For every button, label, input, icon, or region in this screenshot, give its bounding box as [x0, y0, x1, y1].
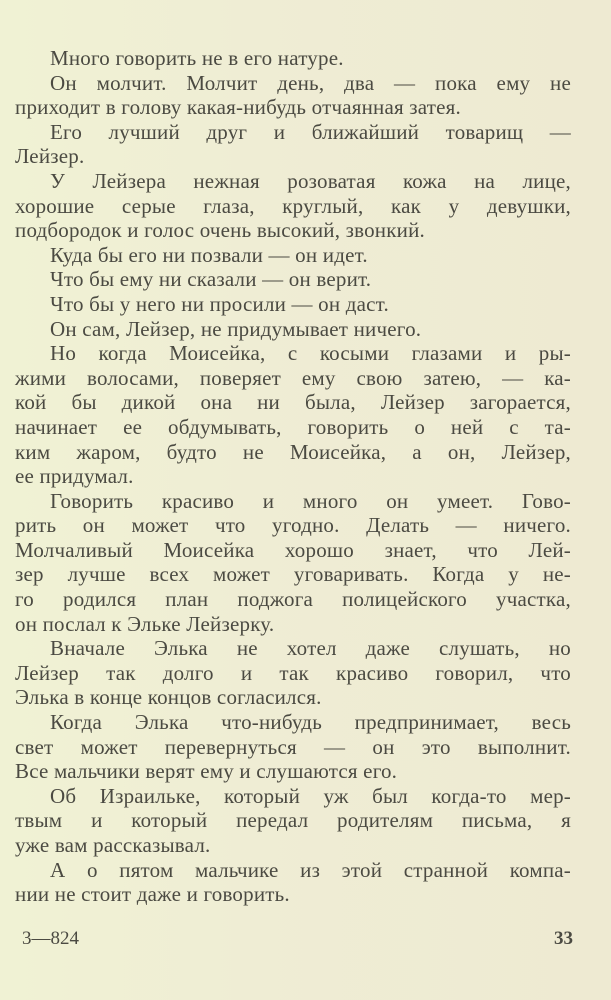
paragraph: [15, 341, 571, 489]
paragraph: [15, 46, 571, 71]
text-line: уже вам рассказывал.: [15, 833, 211, 857]
paragraph: [15, 784, 571, 858]
text-line: Лейзер так долго и так красиво говорил, что: [15, 660, 571, 685]
text-line: кой бы дикой она ни была, Лейзер загорается,: [15, 390, 571, 415]
paragraph: [15, 120, 571, 169]
text-line: Но когда Моисейка, с косыми глазами и ры-: [50, 341, 571, 366]
paragraph: [15, 858, 571, 907]
printer-signature: 3—824: [22, 928, 79, 949]
paragraph: [15, 267, 571, 292]
paragraph: [15, 710, 571, 784]
paragraph: [15, 243, 571, 268]
text-line: жими волосами, поверяет ему свою затею, — ка-: [15, 365, 571, 390]
text-line: Все мальчики верят ему и слушаются его.: [15, 759, 398, 784]
text-line: хорошие серые глаза, круглый, как у девушки,: [15, 193, 571, 218]
paragraph: [15, 317, 571, 342]
text-line: он послал к Эльке Лейзерку.: [15, 611, 275, 636]
paragraph: [15, 292, 571, 317]
text-line: А о пятом мальчике из этой странной компа-: [50, 857, 571, 882]
text-line: начинает ее обдумывать, говорить о ней с та-: [15, 414, 571, 439]
text-line: рить он может что угодно. Делать — ничего.: [15, 513, 571, 538]
text-line: ее придумал.: [15, 464, 134, 489]
text-line: Что бы ему ни сказали — он верит.: [50, 267, 372, 292]
text-line: Вначале Элька не хотел даже слушать, но: [50, 636, 571, 661]
text-line: Что бы у него ни просили — он даст.: [50, 291, 389, 316]
text-line: Молчаливый Моисейка хорошо знает, что Лей-: [15, 537, 571, 562]
text-line: свет может перевернуться — он это выполнит.: [15, 734, 571, 759]
text-line: приходит в голову какая-нибудь отчаянная затея.: [15, 95, 461, 120]
text-line: ким жаром, будто не Моисейка, а он, Лейзер,: [15, 439, 571, 464]
text-line: Куда бы его ни позвали — он идет.: [50, 242, 368, 267]
paragraph: [15, 636, 571, 710]
text-line: Об Израильке, который уж был когда-то мер-: [50, 783, 571, 808]
text-line: твым и который передал родителям письма, я: [15, 808, 571, 833]
paragraph: [15, 489, 571, 637]
paragraph: [15, 71, 571, 120]
body-text: [15, 46, 571, 907]
text-line: У Лейзера нежная розоватая кожа на лице,: [50, 168, 571, 193]
text-line: Много говорить не в его натуре.: [50, 46, 344, 70]
page-number: 33: [554, 928, 573, 949]
text-line: Элька в конце концов согласился.: [15, 685, 322, 710]
text-line: го родился план поджога полицейского участка,: [15, 587, 571, 612]
text-line: нии не стоит даже и говорить.: [15, 882, 290, 907]
text-line: Он молчит. Молчит день, два — пока ему не: [50, 70, 571, 95]
text-line: зер лучше всех может уговаривать. Когда у не-: [15, 562, 571, 587]
text-line: Его лучший друг и ближайший товарищ —: [50, 119, 571, 144]
text-line: Он сам, Лейзер, не придумывает ничего.: [50, 316, 422, 341]
text-line: подбородок и голос очень высокий, звонкий.: [15, 218, 425, 243]
text-line: Когда Элька что-нибудь предпринимает, весь: [50, 710, 571, 735]
text-line: Говорить красиво и много он умеет. Гово-: [50, 488, 571, 513]
text-line: Лейзер.: [15, 144, 85, 169]
paragraph: [15, 169, 571, 243]
